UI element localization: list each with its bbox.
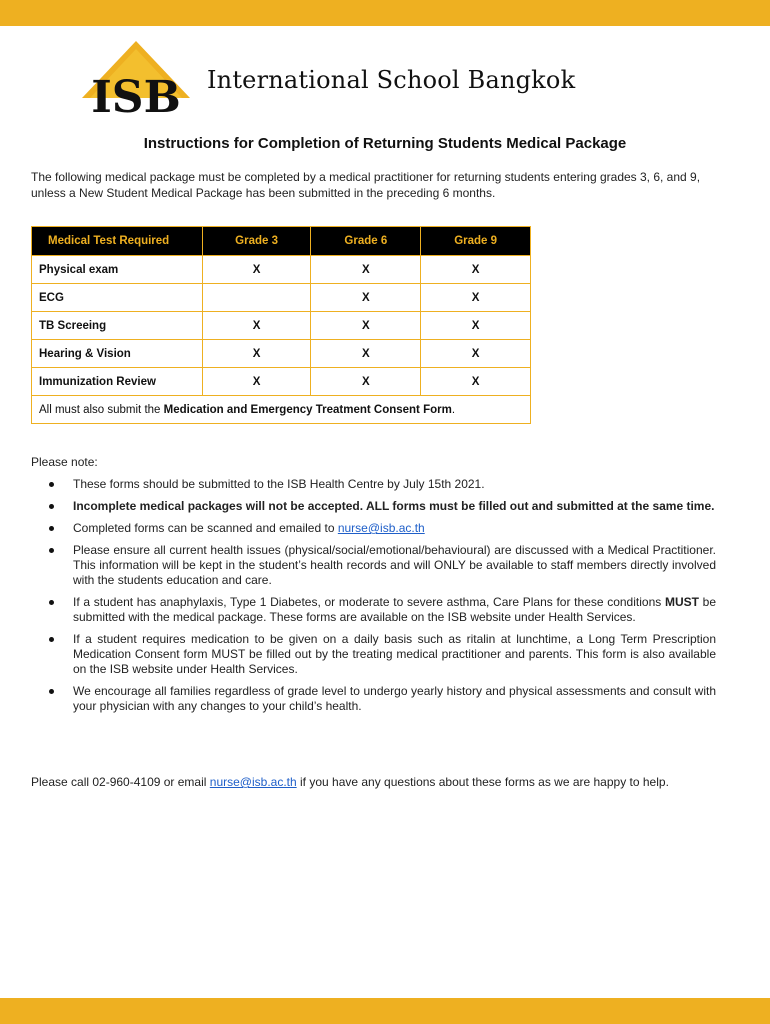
note-text: These forms should be submitted to the ISB Health Centre by July 15th 2021. bbox=[73, 477, 485, 491]
grade-cell: X bbox=[421, 284, 531, 312]
note-text: If a student has anaphylaxis, Type 1 Diabetes, or moderate to severe asthma, Care Plans for these conditions bbox=[73, 595, 665, 609]
grade-cell: X bbox=[421, 312, 531, 340]
please-note-heading: Please note: bbox=[31, 455, 98, 469]
note-text: Incomplete medical packages will not be accepted. ALL forms must be filled out and submitted at the same time. bbox=[73, 499, 715, 513]
notes-list bbox=[31, 477, 716, 721]
table-header-row bbox=[32, 227, 531, 256]
consent-form-name: Medication and Emergency Treatment Consent Form bbox=[163, 403, 452, 416]
test-name-cell: Physical exam bbox=[32, 256, 203, 284]
bullet-icon bbox=[49, 600, 54, 605]
grade-cell: X bbox=[421, 256, 531, 284]
list-item bbox=[31, 684, 716, 714]
grade-cell: X bbox=[202, 312, 311, 340]
test-name-cell: ECG bbox=[32, 284, 203, 312]
list-item bbox=[31, 521, 716, 536]
list-item bbox=[31, 543, 716, 588]
bullet-icon bbox=[49, 504, 54, 509]
note-text: We encourage all families regardless of grade level to undergo yearly history and physical assessments and consult with your physician with any changes to your child’s health. bbox=[73, 684, 716, 713]
bullet-icon bbox=[49, 482, 54, 487]
medical-test-table bbox=[31, 226, 531, 424]
table-row bbox=[32, 284, 531, 312]
footnote-suffix: . bbox=[451, 403, 456, 416]
top-accent-bar bbox=[0, 0, 770, 26]
note-text: be submitted with the medical package. These forms are available on the ISB website under Health Services. bbox=[73, 595, 716, 624]
table-footnote-row bbox=[32, 396, 531, 424]
note-emphasis: MUST bbox=[664, 595, 699, 609]
grade-cell: X bbox=[421, 340, 531, 368]
list-item bbox=[31, 632, 716, 677]
intro-paragraph: The following medical package must be completed by a medical practitioner for returning students entering grades 3, 6, and 9, unless a New Student Medical Package has been submitted in the preceding 6 months. bbox=[31, 170, 701, 200]
column-header: Grade 3 bbox=[202, 227, 311, 256]
bullet-icon bbox=[49, 548, 54, 553]
contact-suffix: if you have any questions about these forms as we are happy to help. bbox=[296, 775, 669, 789]
bullet-icon bbox=[49, 526, 54, 531]
list-item bbox=[31, 477, 716, 492]
list-item bbox=[31, 595, 716, 625]
table-row bbox=[32, 368, 531, 396]
nurse-email-link[interactable]: nurse@isb.ac.th bbox=[337, 521, 425, 535]
grade-cell: X bbox=[311, 256, 421, 284]
table-row bbox=[32, 340, 531, 368]
list-item bbox=[31, 499, 716, 514]
column-header: Grade 9 bbox=[421, 227, 531, 256]
page-title: Instructions for Completion of Returning Students Medical Package bbox=[143, 135, 627, 152]
column-header: Medical Test Required bbox=[32, 227, 203, 256]
logo-text: ISB bbox=[91, 72, 181, 116]
test-name-cell: Immunization Review bbox=[32, 368, 203, 396]
table-footnote bbox=[32, 396, 531, 424]
footnote-prefix: All must also submit the bbox=[39, 403, 164, 416]
column-header: Grade 6 bbox=[311, 227, 421, 256]
bullet-icon bbox=[49, 637, 54, 642]
grade-cell: X bbox=[202, 368, 311, 396]
table-row bbox=[32, 312, 531, 340]
footer-email-link[interactable]: nurse@isb.ac.th bbox=[209, 775, 297, 789]
bullet-icon bbox=[49, 689, 54, 694]
test-name-cell: Hearing & Vision bbox=[32, 340, 203, 368]
grade-cell: X bbox=[311, 284, 421, 312]
note-text: Completed forms can be scanned and emailed to bbox=[73, 521, 338, 535]
grade-cell: X bbox=[421, 368, 531, 396]
bottom-accent-bar bbox=[0, 998, 770, 1024]
table-row bbox=[32, 256, 531, 284]
grade-cell: X bbox=[202, 256, 311, 284]
note-text: If a student requires medication to be given on a daily basis such as ritalin at lunchtime, a Long Term Prescription Medication Consent form MUST be filled out by the treating medical practitioner and parents. This form is also available on the ISB website under Health Services. bbox=[73, 632, 716, 676]
test-name-cell: TB Screeing bbox=[32, 312, 203, 340]
grade-cell: X bbox=[311, 368, 421, 396]
contact-prefix: Please call 02-960-4109 or email bbox=[31, 775, 210, 789]
contact-paragraph bbox=[31, 775, 721, 790]
school-name: International School Bangkok bbox=[207, 66, 576, 94]
note-text: Please ensure all current health issues (physical/social/emotional/behavioural) are discussed with a Medical Practitioner. This information will be kept in the student’s health records and will ONLY be available to staff members directly involved with the students education and care. bbox=[73, 543, 716, 587]
grade-cell: X bbox=[311, 340, 421, 368]
isb-logo bbox=[80, 40, 192, 116]
grade-cell: X bbox=[202, 340, 311, 368]
grade-cell: X bbox=[311, 312, 421, 340]
grade-cell bbox=[202, 284, 311, 312]
